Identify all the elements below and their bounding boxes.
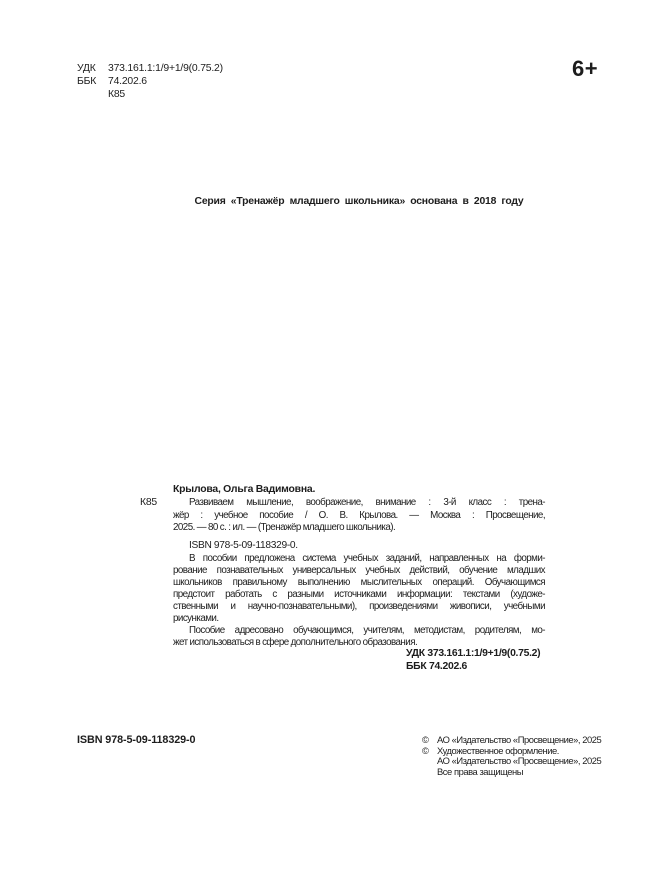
annotation-paragraph-2: [173, 625, 545, 649]
udk-row: [77, 62, 223, 75]
margin-code: К85: [140, 497, 158, 508]
annotation-line: Пособие адресовано обучающимся, учителям, методистам, родителям, мо-: [189, 625, 545, 636]
annotation-line: рисунками.: [173, 613, 219, 625]
copyright-spacer: [422, 756, 437, 767]
copyright-line: [422, 735, 601, 746]
annotation-paragraph-1: [173, 553, 545, 626]
isbn-bottom: ISBN 978-5-09-118329-0: [77, 734, 196, 746]
author-code-value: К85: [108, 89, 126, 100]
annotation-line: предстоит работать с разными источниками информации: текстами (художе-: [173, 589, 545, 601]
record-line: Развиваем мышление, воображение, внимание : 3-й класс : трена-: [189, 497, 545, 508]
series-line: Серия «Тренажёр младшего школьника» основана в 2018 году: [194, 196, 524, 207]
copyright-block: [422, 735, 601, 777]
copyright-text: Все права защищены: [437, 765, 524, 777]
bbk-value: 74.202.6: [108, 76, 147, 87]
record-line: 2025. — 80 с. : ил. — (Тренажёр младшего школьника).: [173, 522, 396, 534]
copyright-spacer: [422, 767, 437, 778]
annotation-line: школьников правильному выполнению мыслительных операций. Обучающимся: [173, 577, 545, 589]
copyright-text: АО «Издательство «Просвещение», 2025: [437, 734, 602, 745]
annotation-line: рование познавательных универсальных учебных действий, обучение младших: [173, 565, 545, 577]
udk-bold-line: УДК 373.161.1:1/9+1/9(0.75.2): [406, 648, 541, 659]
copyright-text: АО «Издательство «Просвещение», 2025: [437, 755, 602, 767]
copyright-line: [422, 767, 601, 778]
bbk-row: [77, 75, 223, 88]
bibliographic-record: [173, 497, 545, 535]
annotation-line: ственными и научно-познавательными), произведениями живописи, учебными: [173, 601, 545, 613]
classification-footer: [406, 647, 540, 673]
udk-label: УДК: [77, 63, 96, 74]
age-rating-badge: 6+: [572, 56, 599, 81]
annotation-line: жет использоваться в сфере дополнительного образования.: [173, 637, 418, 649]
copyright-icon: ©: [422, 734, 429, 745]
copyright-text: Художественное оформление.: [437, 744, 559, 756]
bbk-label: ББК: [77, 76, 97, 87]
copyright-icon: ©: [422, 744, 429, 756]
isbn-record: ISBN 978-5-09-118329-0.: [189, 540, 298, 551]
bbk-bold-line: ББК 74.202.6: [406, 661, 468, 672]
author-code-row: [77, 88, 223, 101]
annotation-line: В пособии предложена система учебных заданий, направленных на форми-: [189, 553, 545, 564]
author-name: Крылова, Ольга Вадимовна.: [173, 484, 316, 495]
record-line: жёр : учебное пособие / О. В. Крылова. — Москва : Просвещение,: [173, 509, 545, 521]
author-code-spacer: [77, 88, 108, 101]
classification-header: [77, 62, 223, 101]
udk-value: 373.161.1:1/9+1/9(0.75.2): [108, 63, 223, 74]
